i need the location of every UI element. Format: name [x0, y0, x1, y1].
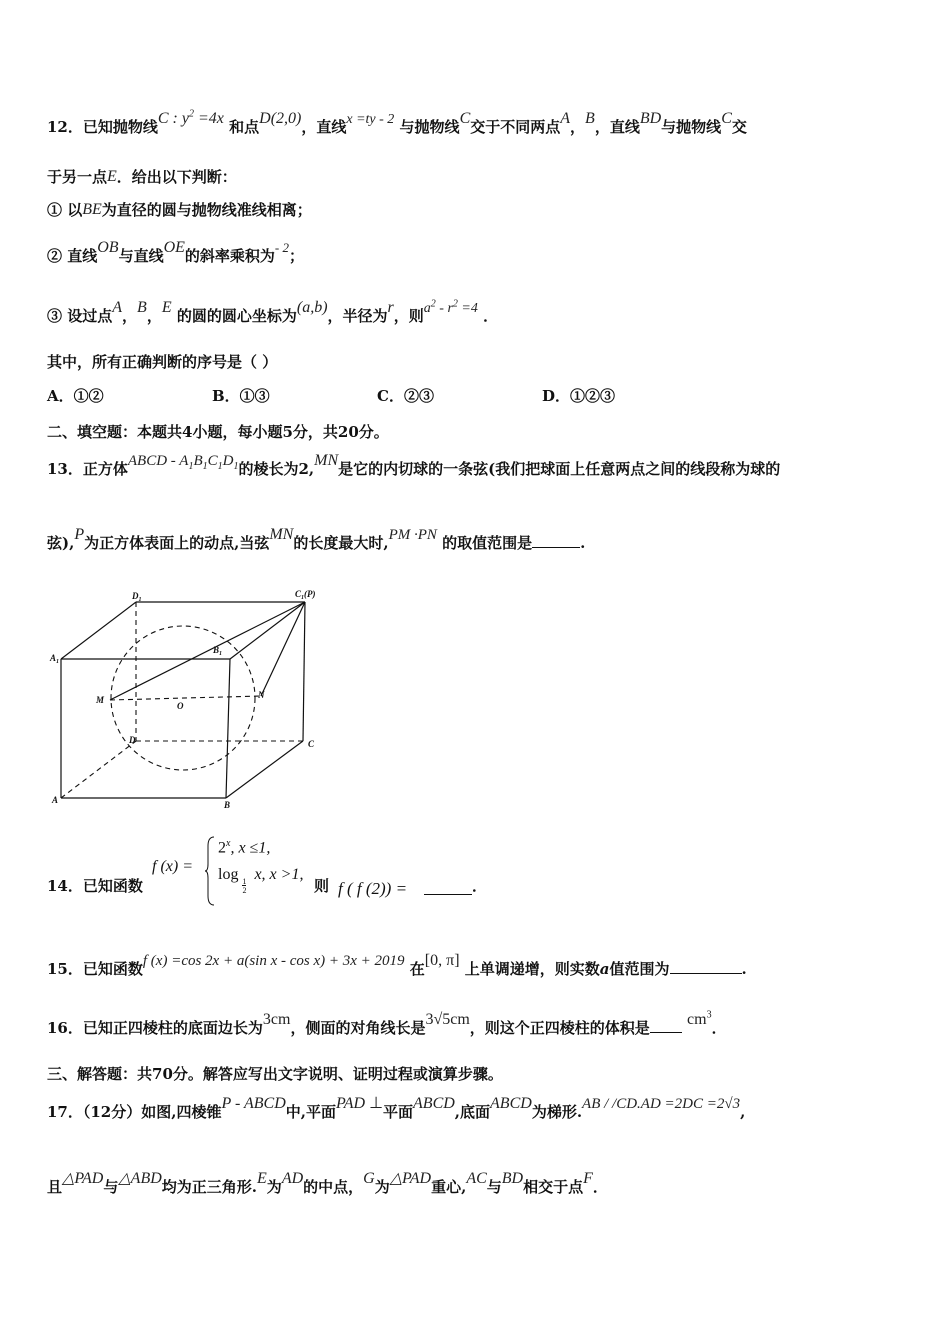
math-bd: BD: [639, 110, 662, 127]
label-d1: $D_1$: [132, 591, 142, 603]
text: 的斜率乘积为: [184, 247, 275, 265]
text: 在: [409, 960, 425, 978]
q14-end: ．: [472, 877, 488, 895]
piece-2: $\log\frac{1}{2} x$, x >1,: [218, 866, 304, 895]
text: ．: [592, 1178, 608, 1196]
label-a1: $A_1$: [50, 653, 60, 665]
math-abcd: ABCD: [490, 1095, 532, 1112]
math-pm-pn: PM ·PN: [388, 527, 437, 543]
q12-line1: [47, 108, 747, 137]
text: 平面: [383, 1103, 414, 1121]
text: ，半径为: [327, 307, 388, 325]
text: 上单调递增，则实数: [464, 960, 600, 978]
math-ad: AD: [281, 1170, 304, 1187]
math-a: A: [112, 299, 123, 316]
text: ．: [483, 307, 499, 325]
math-line: x =ty - 2: [346, 112, 395, 127]
text: ．给出以下判断：: [116, 168, 237, 186]
text: 值范围为: [609, 960, 670, 978]
math-fx: f (x) =: [152, 858, 193, 875]
option-b: B．①③: [212, 387, 270, 405]
text: 与直线: [118, 247, 164, 265]
text: 相交于点: [523, 1178, 584, 1196]
option-a: A．①②: [47, 387, 104, 405]
text: 与抛物线: [661, 118, 722, 136]
label-m: M: [96, 695, 105, 705]
label-b1: $B_1$: [213, 645, 223, 657]
text: ，: [570, 118, 586, 136]
math-perp: ⊥: [365, 1095, 383, 1112]
text: 16．已知正四棱柱的底面边长为: [47, 1019, 263, 1037]
text: ,: [740, 1103, 746, 1121]
math-ob: OB: [97, 239, 119, 256]
math-b: B: [585, 110, 595, 127]
text: 12．已知抛物线: [47, 118, 158, 136]
text: 的棱长为2,: [238, 460, 315, 478]
edge-b1c1: [230, 602, 305, 659]
text: 与: [486, 1178, 502, 1196]
text: 二、填空题：本题共4小题，每小题5分，共20分。: [47, 423, 389, 441]
math-bd: BD: [501, 1170, 524, 1187]
text: 13．正方体: [47, 460, 128, 478]
text: 为正方体表面上的动点,当弦: [84, 534, 270, 552]
q17-line2: [47, 1170, 608, 1197]
section-answer-heading: [47, 1063, 503, 1084]
math-cube: ABCD - $A_1B_1C_1D_1$: [127, 453, 239, 472]
text: 17．（12分）如图,四棱锥: [47, 1103, 222, 1121]
math-cm3: $cm^3$: [687, 1009, 712, 1028]
brace: [205, 836, 215, 906]
text: 是它的内切球的一条弦(我们把球面上任意两点之间的线段称为球的: [338, 460, 781, 478]
text: 的圆的圆心坐标为: [176, 307, 297, 325]
math-ac: AC: [466, 1170, 487, 1187]
text: ，: [146, 307, 162, 325]
text: ；: [289, 247, 305, 265]
text: 其中，所有正确判断的序号是（ ）: [47, 353, 278, 371]
math-neg2: - 2: [274, 240, 290, 255]
text: ,底面: [454, 1103, 491, 1121]
math-tri-pad: △PAD: [62, 1170, 104, 1187]
math-e: E: [107, 168, 117, 185]
math-abcd: ABCD: [413, 1095, 455, 1112]
section-fill-blank-heading: [47, 421, 389, 442]
math-point-d: D(2,0): [259, 110, 302, 127]
math-r: r: [387, 299, 394, 316]
math-ab: (a,b): [296, 299, 328, 316]
math-3cm: 3cm: [262, 1011, 291, 1028]
text: 三、解答题：共70分。解答应写出文字说明、证明过程或演算步骤。: [47, 1065, 503, 1083]
q12-line2: [47, 166, 237, 187]
chord-mn: [110, 696, 261, 700]
label-c1p: $C_1(P)$: [295, 589, 316, 601]
label-a: A: [52, 795, 59, 805]
text: 14．已知函数: [47, 877, 143, 895]
text: ，侧面的对角线长是: [290, 1019, 426, 1037]
text: 15．已知函数: [47, 960, 143, 978]
text: ，则这个正四棱柱的体积是: [469, 1019, 650, 1037]
text: 且: [47, 1178, 63, 1196]
math-a: A: [560, 110, 571, 127]
text: 的取值范围是: [442, 534, 533, 552]
text: 的中点，: [303, 1178, 364, 1196]
math-p-abcd: P - ABCD: [221, 1095, 286, 1112]
q14-line: [47, 875, 143, 896]
text: 交于不同两点: [470, 118, 561, 136]
math-f15: f (x) =cos 2x + a(sin x - cos x) + 3x + 2019: [142, 953, 405, 969]
text: ，则: [393, 307, 424, 325]
text: ② 直线: [47, 247, 98, 265]
text: ③ 设过点: [47, 307, 113, 325]
math-e: E: [257, 1170, 267, 1187]
math-interval: [0, π]: [424, 952, 460, 969]
option-c: C．②③: [377, 387, 434, 405]
text: .: [580, 534, 586, 552]
answer-blank: [650, 1032, 682, 1033]
option-d: D．①②③: [542, 387, 616, 405]
q14-then: 则: [314, 877, 330, 895]
text: 为梯形.: [531, 1103, 583, 1121]
text: ．: [711, 1019, 727, 1037]
text: 重心,: [431, 1178, 467, 1196]
label-d: D: [129, 735, 136, 745]
edge-ad: [61, 741, 136, 798]
math-c: C: [459, 110, 471, 127]
text: 和点: [229, 118, 260, 136]
label-n: N: [258, 690, 265, 700]
text: a: [599, 960, 610, 978]
text: 的长度最大时,: [293, 534, 389, 552]
math-diagonal: 3√5cm: [425, 1011, 470, 1028]
answer-blank: [532, 547, 580, 548]
text: 均为正三角形.: [161, 1178, 258, 1196]
text: ，直线: [301, 118, 347, 136]
math-relation: AB / /CD.AD =2DC =2√3: [582, 1096, 741, 1112]
text: 为: [374, 1178, 390, 1196]
line-pm: [110, 602, 305, 700]
text: 中,平面: [285, 1103, 337, 1121]
text: 与抛物线: [399, 118, 460, 136]
answer-blank: [670, 973, 742, 974]
text: ，: [122, 307, 138, 325]
label-o: O: [177, 701, 184, 711]
math-g: G: [363, 1170, 375, 1187]
label-b: B: [224, 800, 231, 810]
math-be: BE: [82, 201, 102, 218]
text: .: [741, 960, 747, 978]
math-mn: MN: [269, 526, 294, 543]
text: 于另一点: [47, 168, 108, 186]
text: 与: [103, 1178, 119, 1196]
piece-1: 2$^x$, x ≤1,: [218, 838, 271, 857]
edge-bc: [226, 741, 303, 798]
q16-line: [47, 1009, 727, 1038]
math-e: E: [161, 299, 172, 316]
math-p: P: [74, 526, 85, 543]
label-c: C: [308, 739, 315, 749]
math-a2-r2: $a^2 - r^2 =4$: [423, 298, 478, 316]
math-tri-abd: △ABD: [118, 1170, 162, 1187]
math-ffx: f ( f (2)) =: [338, 879, 408, 898]
q15-line: [47, 952, 747, 979]
math-f: F: [583, 1170, 593, 1187]
math-mn: MN: [314, 452, 339, 469]
edge-a1d1: [61, 602, 136, 659]
math-b: B: [137, 299, 147, 316]
text: 为直径的圆与抛物线准线相离；: [101, 201, 312, 219]
text: 弦),: [47, 534, 75, 552]
q12-judgment-3: [47, 298, 499, 326]
line-pn: [261, 602, 305, 696]
edge-b1b: [226, 659, 230, 798]
math-pad: PAD: [336, 1095, 366, 1112]
cube-figure: [40, 585, 340, 815]
text: 为: [266, 1178, 282, 1196]
text: ，直线: [594, 118, 640, 136]
q17-line1: [47, 1095, 746, 1122]
math-tri-pad: △PAD: [389, 1170, 432, 1187]
math-c: C: [721, 110, 732, 127]
q12-judgment-1: [47, 199, 312, 220]
text: ① 以: [47, 201, 83, 219]
q13-line2: [47, 526, 586, 553]
q12-ask: [47, 351, 277, 372]
math-parabola: C : $y^2 =4x$: [157, 108, 224, 127]
edge-c1c: [303, 602, 305, 741]
q12-judgment-2: [47, 239, 305, 266]
math-oe: OE: [163, 239, 185, 256]
answer-blank: [424, 894, 472, 895]
text: 交: [731, 118, 747, 136]
q13-line1: [47, 452, 781, 481]
